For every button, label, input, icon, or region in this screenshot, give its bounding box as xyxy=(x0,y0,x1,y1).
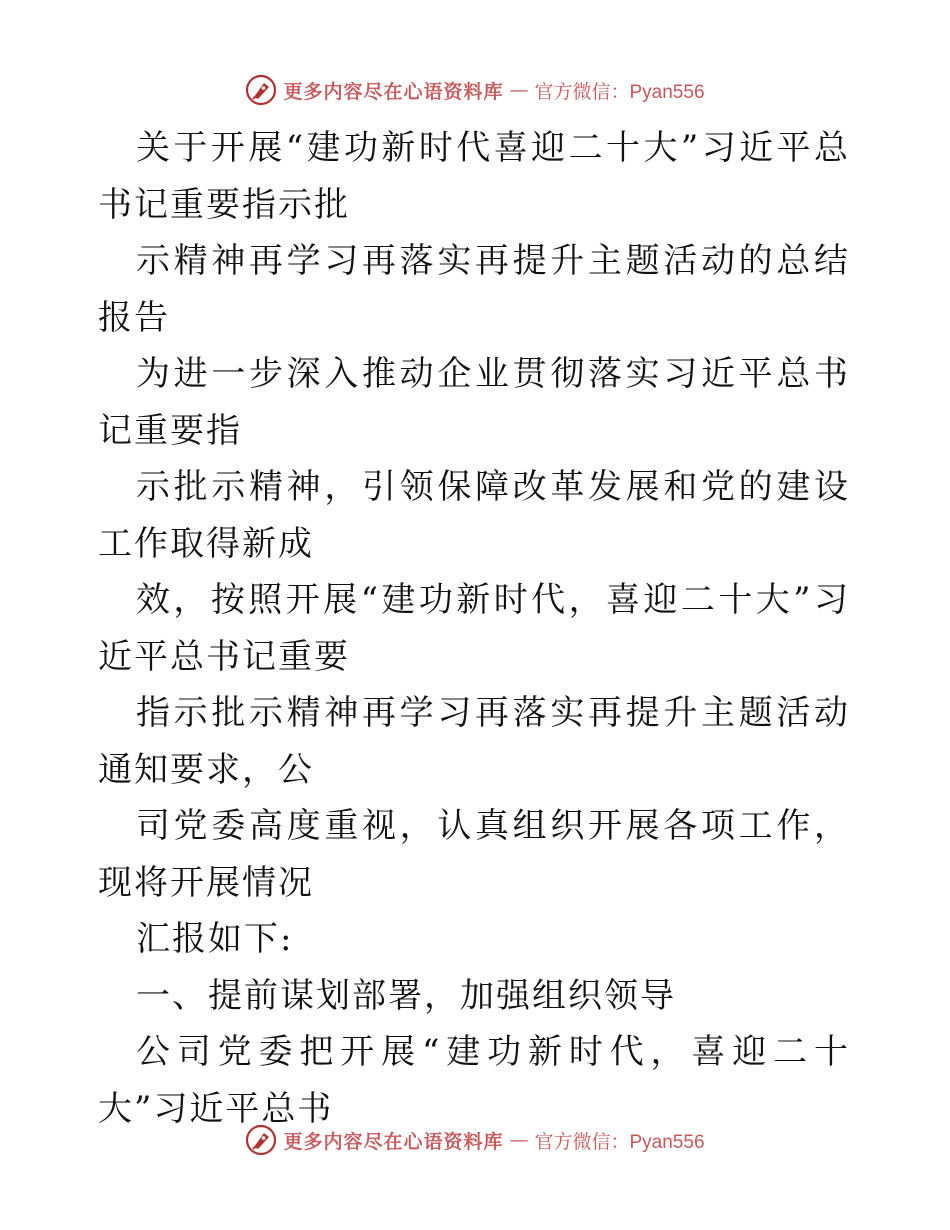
banner-separator: — xyxy=(509,79,529,101)
document-paragraph: 司党委高度重视，认真组织开展各项工作，现将开展情况 xyxy=(98,806,850,903)
banner-title: 更多内容尽在心语资料库 xyxy=(283,80,504,103)
pen-nib-logo-icon xyxy=(245,74,277,106)
banner-separator: — xyxy=(509,1129,529,1151)
banner-title: 更多内容尽在心语资料库 xyxy=(283,1130,504,1153)
document-paragraph: 汇报如下: xyxy=(136,919,294,959)
document-paragraph: 效，按照开展“建功新时代，喜迎二十大”习近平总书记重要 xyxy=(98,580,850,677)
pen-nib-logo-icon xyxy=(245,1124,277,1156)
banner-wechat-id: 官方微信：Pyan556 xyxy=(534,1131,705,1153)
document-paragraph: 为进一步深入推动企业贯彻落实习近平总书记重要指 xyxy=(98,354,850,451)
document-paragraph: 公司党委把开展“建功新时代，喜迎二十大”习近平总书 xyxy=(98,1032,850,1129)
banner-wechat-id: 官方微信：Pyan556 xyxy=(534,81,705,103)
document-body xyxy=(98,120,850,1137)
document-paragraph: 示批示精神，引领保障改革发展和党的建设工作取得新成 xyxy=(98,467,850,564)
section-heading: 一、提前谋划部署，加强组织领导 xyxy=(136,975,676,1016)
footer-watermark-banner xyxy=(0,1122,950,1158)
document-paragraph: 指示批示精神再学习再落实再提升主题活动通知要求，公 xyxy=(98,693,850,790)
document-paragraph: 关于开展“建功新时代喜迎二十大”习近平总书记重要指示批 xyxy=(98,128,850,225)
header-watermark-banner xyxy=(0,72,950,108)
document-paragraph: 示精神再学习再落实再提升主题活动的总结报告 xyxy=(98,241,850,338)
